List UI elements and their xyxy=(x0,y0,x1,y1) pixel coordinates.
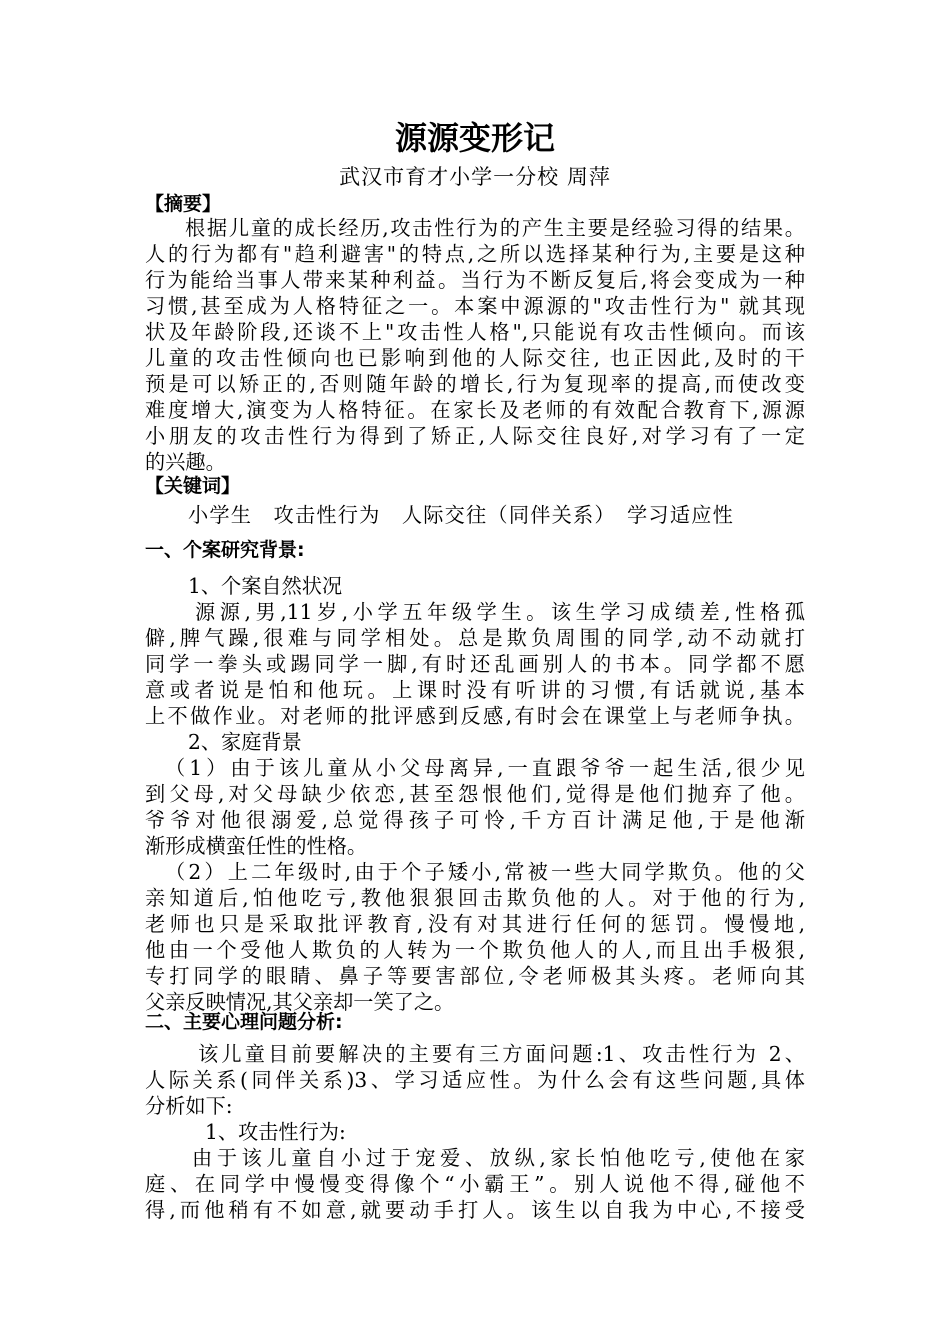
paragraph-line: （2）上二年级时,由于个子矮小,常被一些大同学欺负。他的父 xyxy=(165,860,805,884)
paragraph-line: 上不做作业。对老师的批评感到反感,有时会在课堂上与老师争执。 xyxy=(145,704,805,728)
abstract-line: 人的行为都有"趋利避害"的特点,之所以选择某种行为,主要是这种 xyxy=(145,242,805,266)
section-heading-background: 一、个案研究背景: xyxy=(145,539,305,561)
abstract-heading: 【摘要】 xyxy=(145,193,222,215)
section-heading-analysis: 二、主要心理问题分析: xyxy=(145,1011,343,1033)
paragraph-line: 由于该儿童自小过于宠爱、放纵,家长怕他吃亏,使他在家 xyxy=(192,1146,805,1170)
paragraph-line: （1）由于该儿童从小父母离异,一直跟爷爷一起生活,很少见 xyxy=(165,756,805,780)
abstract-line: 儿童的攻击性倾向也已影响到他的人际交往, 也正因此,及时的干 xyxy=(145,346,805,370)
abstract-line: 难度增大,演变为人格特征。在家长及老师的有效配合教育下,源源 xyxy=(145,398,805,422)
paragraph-line: 亲知道后,怕他吃亏,教他狠狠回击欺负他的人。对于他的行为, xyxy=(145,886,805,910)
paragraph-line: 老师也只是采取批评教育,没有对其进行任何的惩罚。慢慢地, xyxy=(145,912,805,936)
paragraph-line: 僻,脾气躁,很难与同学相处。总是欺负周围的同学,动不动就打 xyxy=(145,626,805,650)
abstract-line: 状及年龄阶段,还谈不上"攻击性人格",只能说有攻击性倾向。而该 xyxy=(145,320,805,344)
paragraph-line: 到父母,对父母缺少依恋,甚至怨恨他们,觉得是他们抛弃了他。 xyxy=(145,782,805,806)
paragraph-line: 分析如下: xyxy=(145,1094,233,1118)
keywords-heading: 【关键词】 xyxy=(145,475,241,497)
abstract-line: 小朋友的攻击性行为得到了矫正,人际交往良好,对学习有了一定 xyxy=(145,424,805,448)
abstract-line: 预是可以矫正的,否则随年龄的增长,行为复现率的提高,而使改变 xyxy=(145,372,805,396)
paragraph-line: 父亲反映情况,其父亲却一笑了之。 xyxy=(145,990,455,1014)
paragraph-line: 他由一个受他人欺负的人转为一个欺负他人的人,而且出手极狠, xyxy=(145,938,805,962)
abstract-line: 习惯,甚至成为人格特征之一。本案中源源的"攻击性行为" 就其现 xyxy=(145,294,805,318)
keywords-line: 小学生 攻击性行为 人际交往（同伴关系） 学习适应性 xyxy=(188,503,734,527)
paragraph-line: 庭、在同学中慢慢变得像个“小霸王”。别人说他不得,碰他不 xyxy=(145,1172,805,1196)
abstract-line: 行为能给当事人带来某种利益。当行为不断反复后,将会变成为一种 xyxy=(145,268,805,292)
abstract-line: 根据儿童的成长经历,攻击性行为的产生主要是经验习得的结果。 xyxy=(185,216,805,240)
paragraph-line: 源源,男,11岁,小学五年级学生。该生学习成绩差,性格孤 xyxy=(195,600,805,624)
document-title: 源源变形记 xyxy=(394,119,555,157)
subheading-aggressive-behavior: 1、攻击性行为: xyxy=(205,1120,346,1144)
paragraph-line: 人际关系(同伴关系)3、学习适应性。为什么会有这些问题,具体 xyxy=(145,1068,805,1092)
paragraph-line: 专打同学的眼睛、鼻子等要害部位,令老师极其头疼。老师向其 xyxy=(145,964,805,988)
author-line: 武汉市育才小学一分校 周萍 xyxy=(339,165,611,189)
paragraph-line: 意或者说是怕和他玩。上课时没有听讲的习惯,有话就说,基本 xyxy=(145,678,805,702)
abstract-line: 的兴趣。 xyxy=(145,450,226,474)
subheading-family-background: 2、家庭背景 xyxy=(188,730,302,754)
paragraph-line: 爷爷对他很溺爱,总觉得孩子可怜,千方百计满足他,于是他渐 xyxy=(145,808,805,832)
paragraph-line: 渐形成横蛮任性的性格。 xyxy=(145,834,368,858)
paragraph-line: 同学一拳头或踢同学一脚,有时还乱画别人的书本。同学都不愿 xyxy=(145,652,805,676)
paragraph-line: 该儿童目前要解决的主要有三方面问题:1、攻击性行为 2、 xyxy=(198,1042,805,1066)
paragraph-line: 得,而他稍有不如意,就要动手打人。该生以自我为中心,不接受 xyxy=(145,1198,805,1222)
subheading-natural-status: 1、个案自然状况 xyxy=(188,574,343,598)
